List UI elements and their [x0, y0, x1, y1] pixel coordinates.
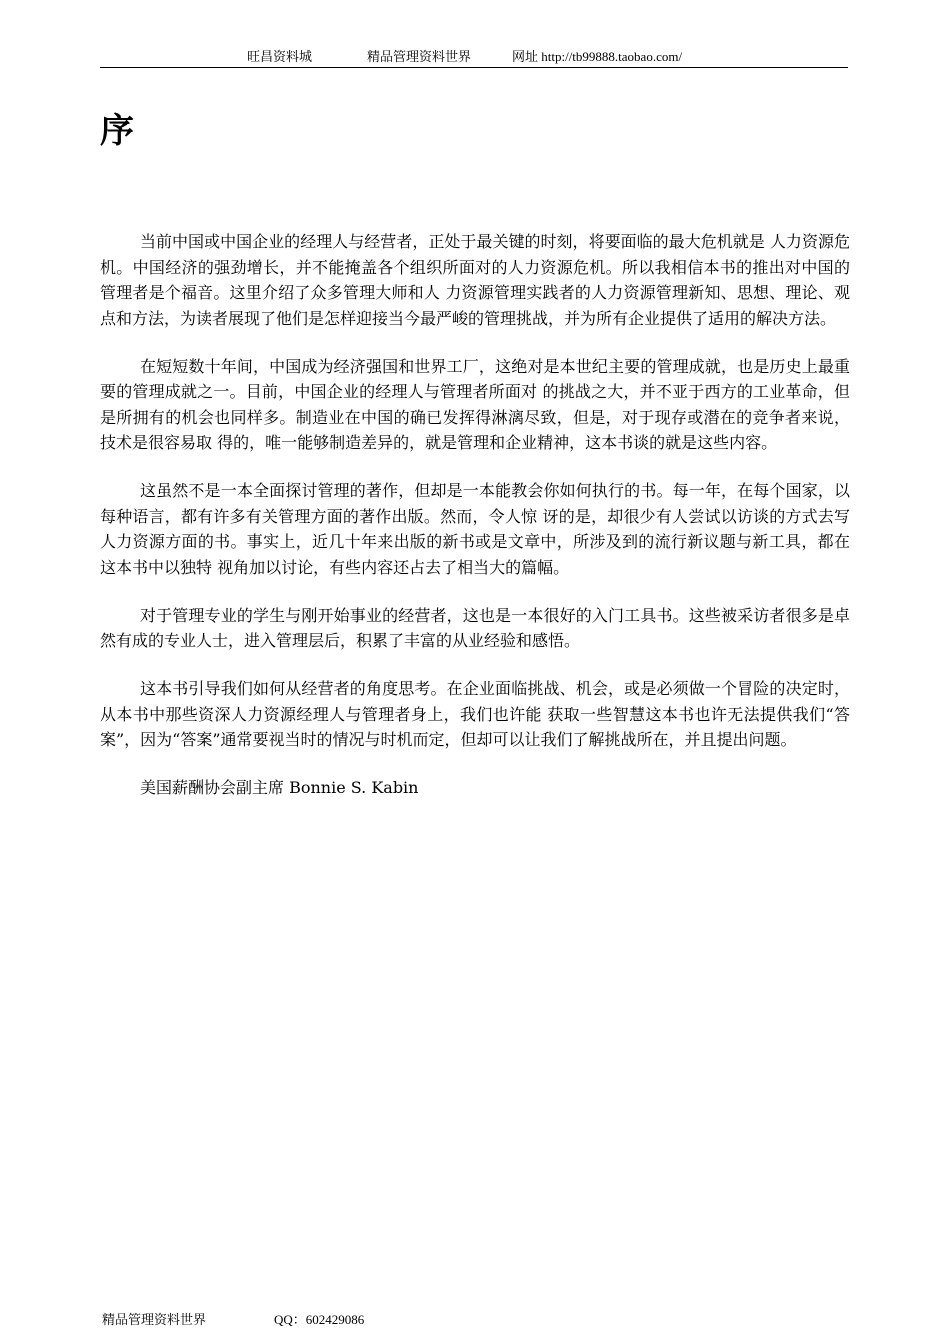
paragraph-3: 这虽然不是一本全面探讨管理的著作，但却是一本能教会你如何执行的书。每一年，在每个国家，以每种语言，都有许多有关管理方面的著作出版。然而，令人惊 讶的是，却很少有人尝试以访谈的方式去写人力资源方面的书。事实上，近几十年来出版的新书或是文章中，所涉及到的流行新议题与新工具，都在这本书中以独特 视角加以讨论，有些内容还占去了相当大的篇幅。 [100, 481, 850, 577]
page-footer [102, 1310, 365, 1330]
paragraph-5: 这本书引导我们如何从经营者的角度思考。在企业面临挑战、机会，或是必须做一个冒险的决定时，从本书中那些资深人力资源经理人与管理者身上，我们也许能 获取一些智慧这本书也许无法提供我们“答案”，因为“答案”通常要视当时的情况与时机而定，但却可以让我们了解挑战所在，并且提出问题。 [100, 679, 850, 749]
paragraph-4: 对于管理专业的学生与刚开始事业的经营者，这也是一本很好的入门工具书。这些被采访者很多是卓然有成的专业人士，进入管理层后，积累了丰富的从业经验和感悟。 [100, 605, 850, 650]
footer-slogan: 精品管理资料世界 [102, 1312, 207, 1327]
paragraph-2: 在短短数十年间，中国成为经济强国和世界工厂，这绝对是本世纪主要的管理成就，也是历史上最重要的管理成就之一。目前，中国企业的经理人与管理者所面对 的挑战之大，并不亚于西方的工业革命，但是所拥有的机会也同样多。制造业在中国的确已发挥得淋漓尽致，但是，对于现存或潜在的竞争者来说，技术是很容易取 得的，唯一能够制造差异的，就是管理和企业精神，这本书谈的就是这些内容。 [100, 356, 850, 452]
signature: 美国薪酬协会副主席 Bonnie S. Kabin [140, 778, 419, 797]
header-slogan: 精品管理资料世界 [367, 49, 472, 64]
preface-body [100, 229, 850, 801]
footer-qq: QQ：602429086 [274, 1312, 365, 1327]
header-url: 网址 http://tb99888.taobao.com/ [512, 49, 683, 64]
header-site-name: 旺昌资料城 [247, 49, 313, 64]
paragraph-1: 当前中国或中国企业的经理人与经营者，正处于最关键的时刻，将要面临的最大危机就是 人力资源危机。中国经济的强劲增长，并不能掩盖各个组织所面对的人力资源危机。所以我相信本书的推出对中国的管理者是个福音。这里介绍了众多管理大师和人 力资源管理实践者的人力资源管理新知、思想、理论、观点和方法，为读者展现了他们是怎样迎接当今最严峻的管理挑战，并为所有企业提供了适用的解决方法。 [100, 232, 850, 328]
page-title: 序 [100, 111, 134, 151]
page-header [100, 47, 848, 68]
